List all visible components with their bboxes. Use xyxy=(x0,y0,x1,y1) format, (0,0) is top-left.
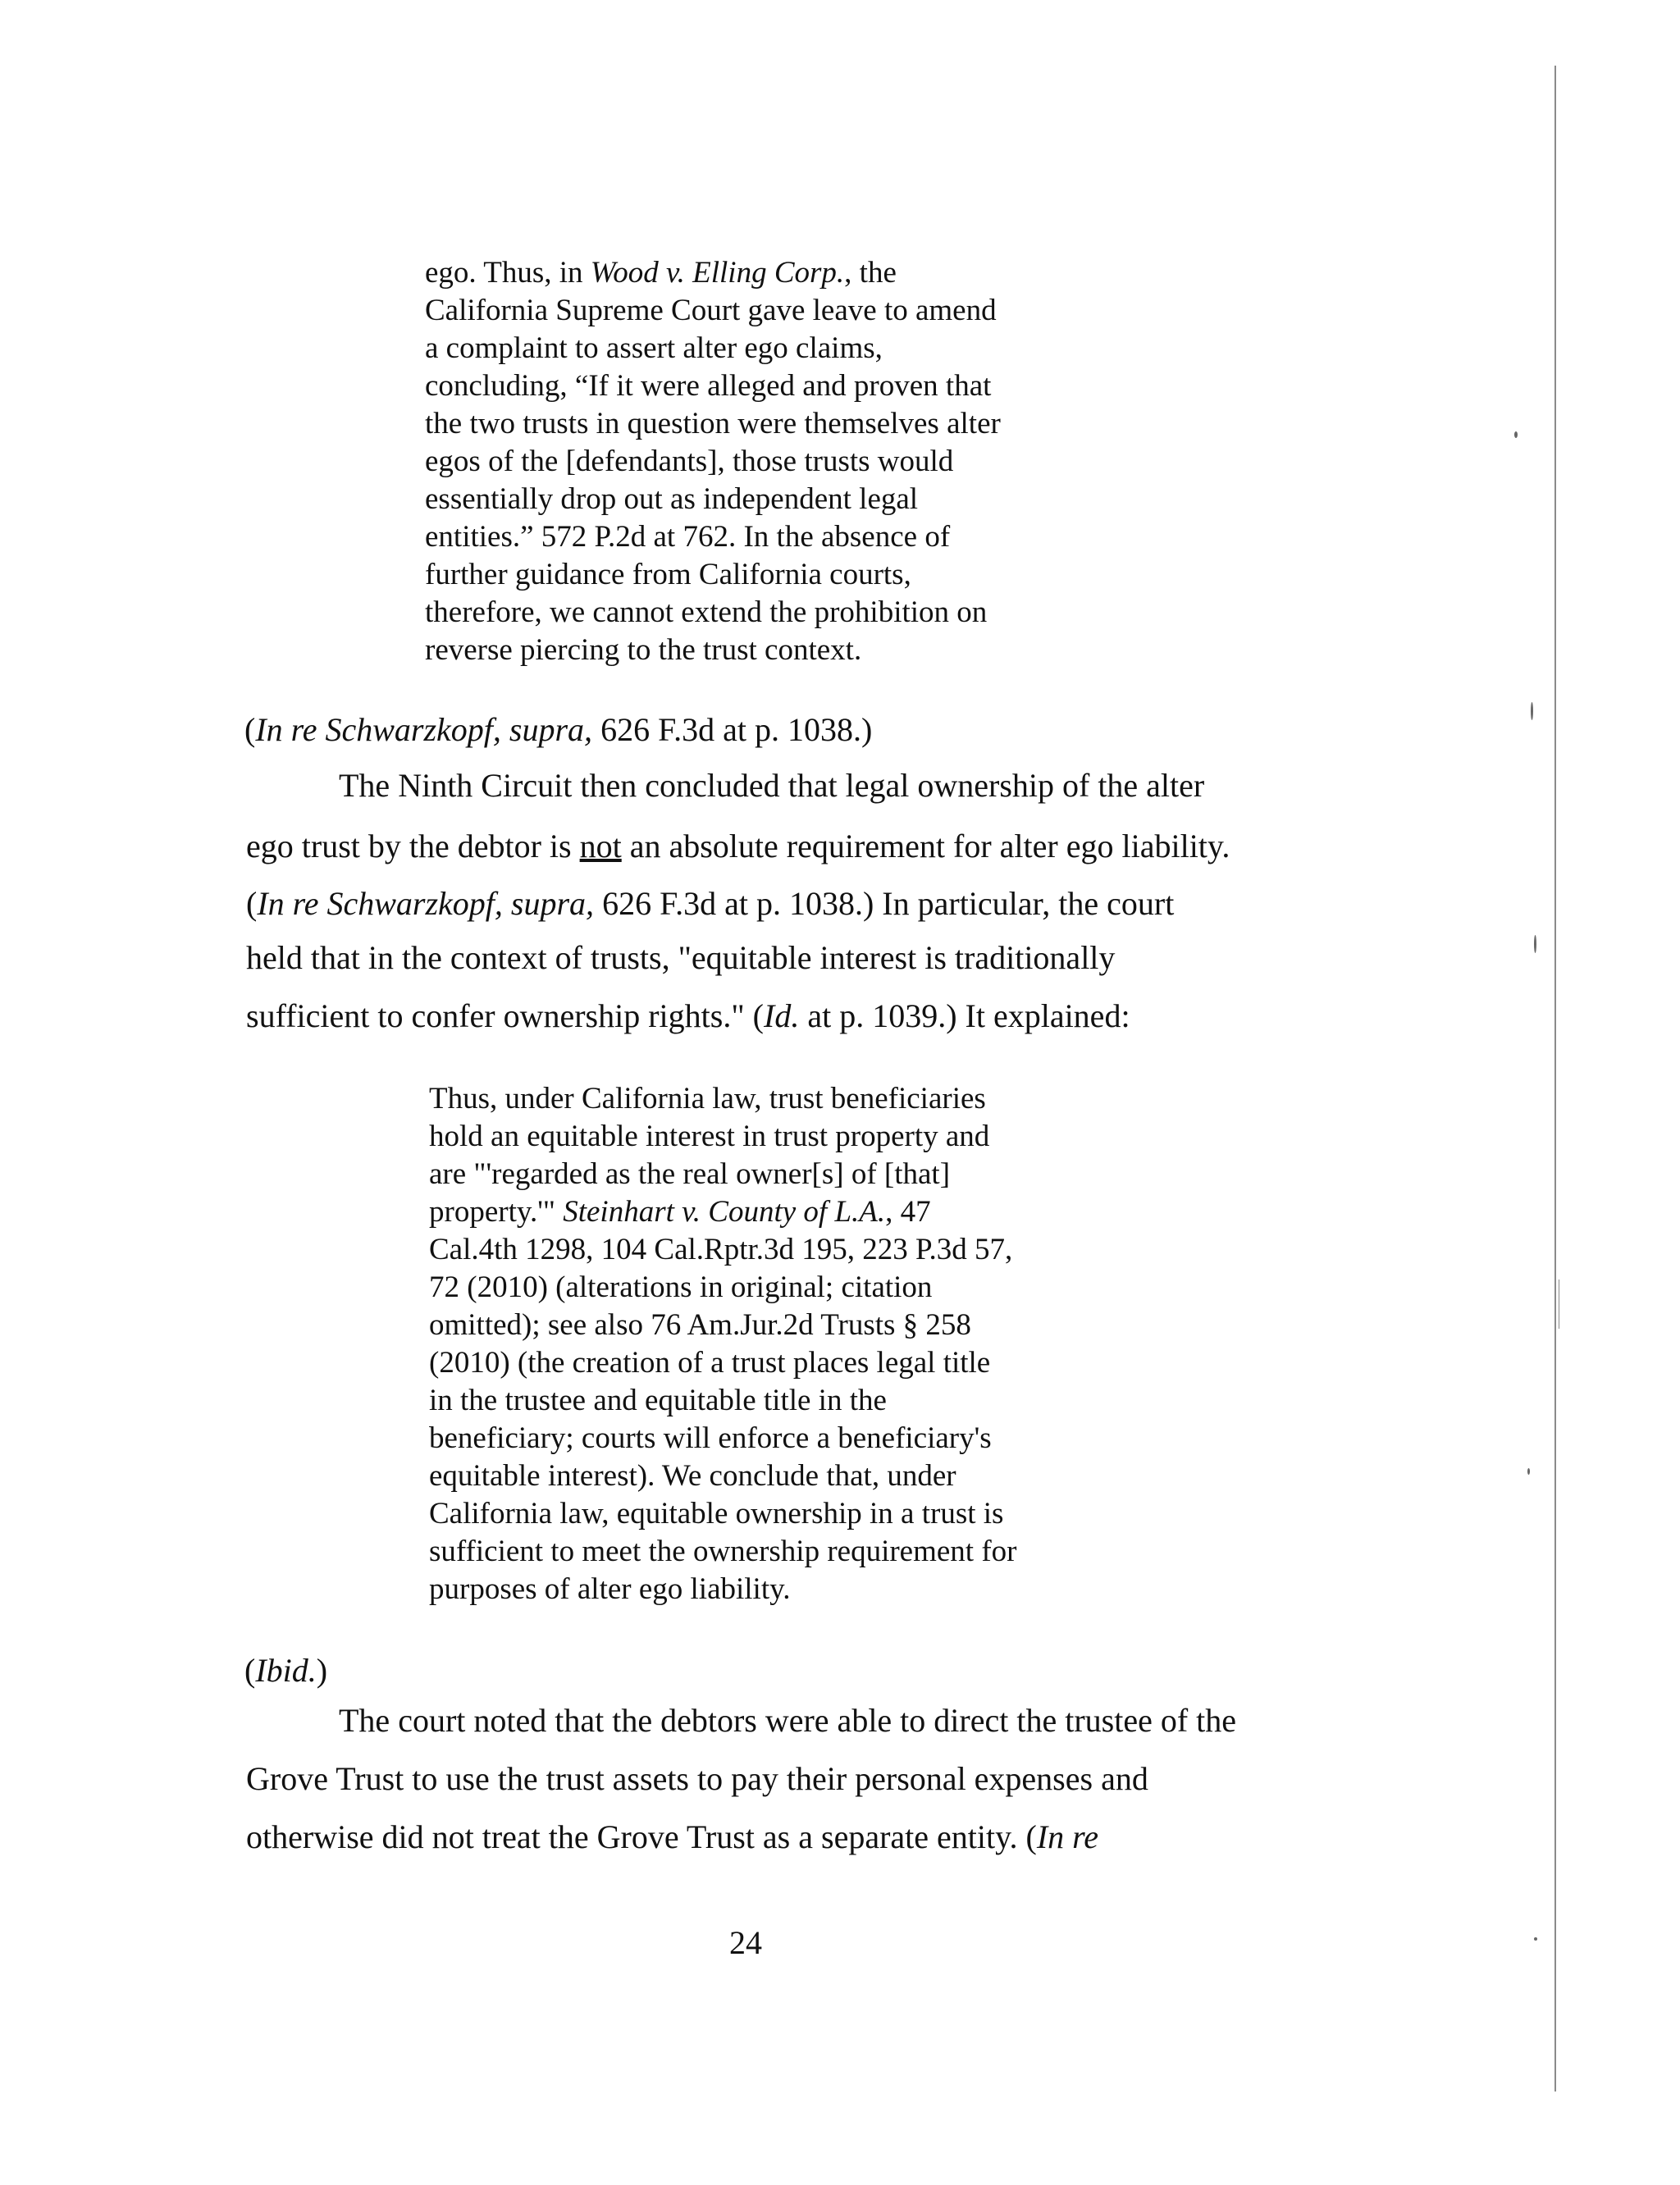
paragraph-line xyxy=(246,1818,1098,1856)
quote-text: , 47 xyxy=(885,1195,931,1229)
paragraph-line xyxy=(246,827,1230,865)
quote-line: 72 (2010) (alterations in original; citation xyxy=(429,1270,933,1304)
citation-schwarzkopf xyxy=(244,710,872,749)
quote-line: equitable interest). We conclude that, under xyxy=(429,1459,956,1493)
case-name: Id. xyxy=(764,997,800,1034)
quote-line: Thus, under California law, trust beneficiaries xyxy=(429,1082,986,1115)
case-name: Steinhart v. County of L.A. xyxy=(563,1195,886,1229)
quote-line: sufficient to meet the ownership requirement for xyxy=(429,1535,1017,1568)
quote-line: beneficiary; courts will enforce a beneficiary's xyxy=(429,1421,992,1455)
scan-speck xyxy=(1531,702,1533,720)
case-name: In re Schwarzkopf, supra, xyxy=(257,885,595,922)
quote-line: further guidance from California courts, xyxy=(425,558,911,591)
quote-text: ego. Thus, in xyxy=(425,256,591,290)
scan-edge-line xyxy=(1554,66,1556,2091)
quote-line: omitted); see also 76 Am.Jur.2d Trusts § 258 xyxy=(429,1308,971,1342)
paren: ( xyxy=(246,885,258,922)
quote-line: purposes of alter ego liability. xyxy=(429,1572,791,1606)
page-number: 24 xyxy=(729,1924,762,1961)
paragraph-text: 626 F.3d at p. 1038.) In particular, the court xyxy=(594,885,1175,922)
case-name: In re xyxy=(1036,1818,1098,1855)
paren: ( xyxy=(244,1652,256,1689)
scan-speck xyxy=(1527,1468,1530,1475)
quote-line xyxy=(429,1194,931,1229)
paragraph-line: The Ninth Circuit then concluded that legal ownership of the alter xyxy=(339,767,1205,804)
quote-text: , the xyxy=(844,256,897,290)
paren: ) xyxy=(316,1652,328,1689)
quote-line: concluding, “If it were alleged and proven that xyxy=(425,369,992,403)
quote-line: a complaint to assert alter ego claims, xyxy=(425,331,883,365)
paragraph-line: Grove Trust to use the trust assets to pay their personal expenses and xyxy=(246,1760,1148,1797)
case-name: Ibid. xyxy=(255,1652,317,1689)
quote-line: reverse piercing to the trust context. xyxy=(425,633,862,667)
emphasis-underlined: not xyxy=(579,828,622,864)
citation-ibid xyxy=(244,1651,327,1690)
paragraph-text: at p. 1039.) It explained: xyxy=(799,997,1130,1034)
paragraph-text: an absolute requirement for alter ego liability. xyxy=(621,828,1230,864)
quote-line: essentially drop out as independent legal xyxy=(425,482,919,516)
quote-line: therefore, we cannot extend the prohibition on xyxy=(425,595,988,629)
paragraph-text: ego trust by the debtor is xyxy=(246,828,580,864)
scan-speck xyxy=(1534,1937,1537,1941)
paragraph-text: otherwise did not treat the Grove Trust as a separate entity. ( xyxy=(246,1818,1037,1855)
quote-line: are "'regarded as the real owner[s] of [that] xyxy=(429,1157,951,1191)
paren: ( xyxy=(244,711,256,748)
scan-speck xyxy=(1534,935,1536,953)
scan-speck xyxy=(1514,431,1518,438)
quote-line: in the trustee and equitable title in the xyxy=(429,1384,887,1417)
quote-line: California law, equitable ownership in a trust is xyxy=(429,1497,1004,1530)
quote-text: property.'" xyxy=(429,1195,564,1229)
quote-line xyxy=(425,255,897,290)
quote-line: Cal.4th 1298, 104 Cal.Rptr.3d 195, 223 P.3d 57, xyxy=(429,1233,1013,1266)
quote-line: the two trusts in question were themselves alter xyxy=(425,407,1001,440)
paragraph-line: The court noted that the debtors were able to direct the trustee of the xyxy=(339,1702,1237,1739)
quote-line: egos of the [defendants], those trusts would xyxy=(425,445,954,478)
quote-line: entities.” 572 P.2d at 762. In the absence of xyxy=(425,520,951,554)
case-name: Wood v. Elling Corp. xyxy=(590,256,845,290)
quote-line: (2010) (the creation of a trust places legal title xyxy=(429,1346,991,1380)
quote-line: hold an equitable interest in trust property and xyxy=(429,1120,990,1153)
citation-text: 626 F.3d at p. 1038.) xyxy=(592,711,873,748)
paragraph-line: held that in the context of trusts, "equitable interest is traditionally xyxy=(246,939,1116,976)
paragraph-line xyxy=(246,884,1174,923)
quote-line: California Supreme Court gave leave to amend xyxy=(425,294,997,327)
case-name: In re Schwarzkopf, supra, xyxy=(255,711,593,748)
paragraph-text: sufficient to confer ownership rights." ( xyxy=(246,997,764,1034)
paragraph-line xyxy=(246,997,1130,1035)
